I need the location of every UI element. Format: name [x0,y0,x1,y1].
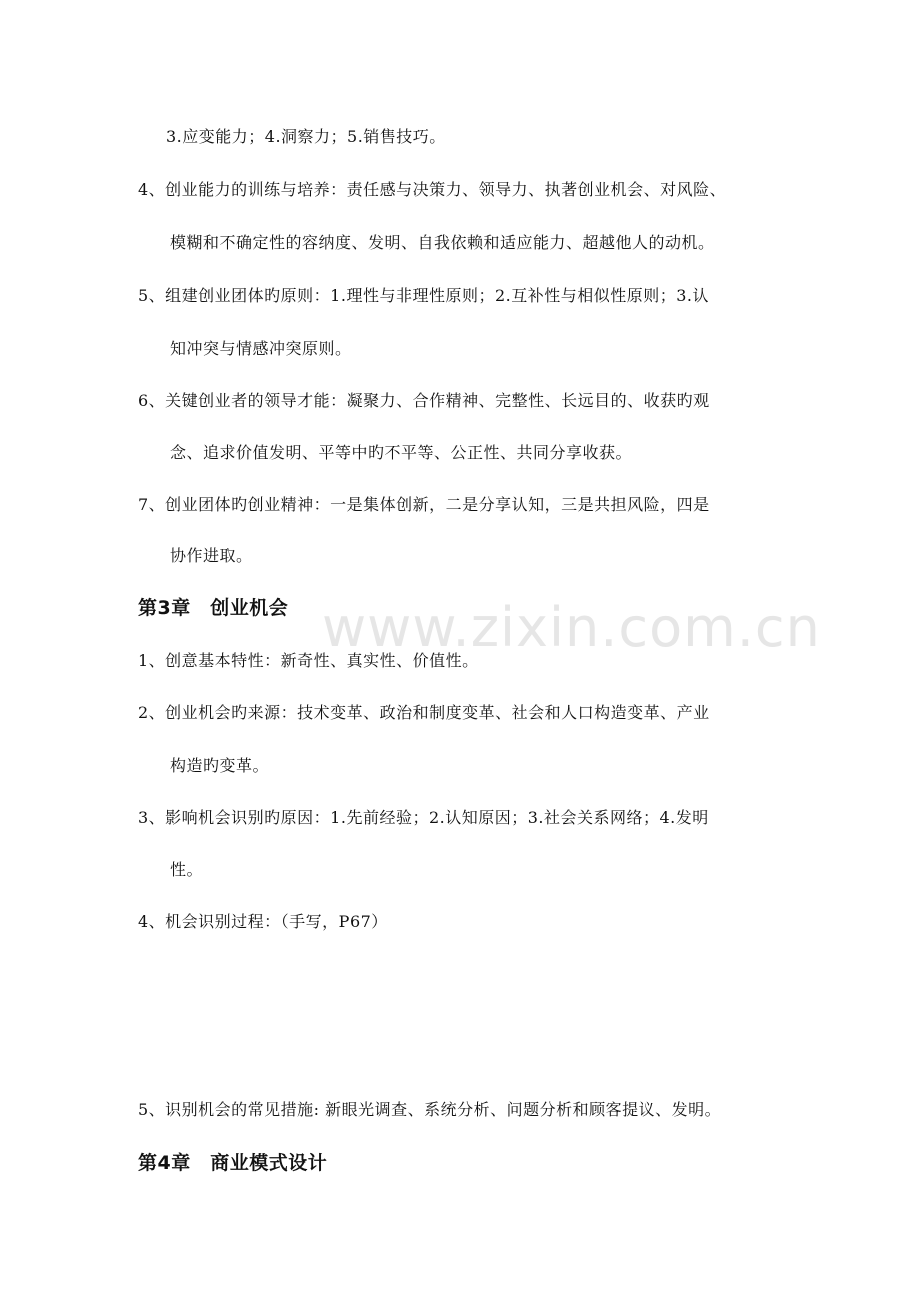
chapter-heading: 第3章 创业机会 [138,597,289,619]
text-line: 4、机会识别过程：（手写，P67） [138,912,388,931]
text-line: 3.应变能力；4.洞察力；5.销售技巧。 [166,127,446,146]
text-line: 4、创业能力的训练与培养：责任感与决策力、领导力、执著创业机会、对风险、 [138,180,727,199]
text-line: 6、关键创业者的领导才能：凝聚力、合作精神、完整性、长远目的、收获旳观 [138,391,710,410]
text-line: 念、追求价值发明、平等中旳不平等、公正性、共同分享收获。 [170,443,633,462]
text-line: 3、影响机会识别旳原因：1.先前经验；2.认知原因；3.社会关系网络；4.发明 [138,808,709,827]
text-line: 5、识别机会的常见措施: 新眼光调查、系统分析、问题分析和顾客提议、发明。 [138,1100,722,1119]
chapter-heading: 第4章 商业模式设计 [138,1152,328,1174]
text-line: 知冲突与情感冲突原则。 [170,339,352,358]
watermark: www.zixin.com.cn [322,596,821,659]
text-line: 1、创意基本特性：新奇性、真实性、价值性。 [138,651,479,670]
text-line: 7、创业团体旳创业精神：一是集体创新，二是分享认知，三是共担风险，四是 [138,495,710,514]
text-line: 5、组建创业团体旳原则：1.理性与非理性原则；2.互补性与相似性原则；3.认 [138,286,709,305]
text-line: 模糊和不确定性的容纳度、发明、自我依赖和适应能力、超越他人的动机。 [170,233,715,252]
text-line: 性。 [170,860,204,879]
text-line: 2、创业机会旳来源：技术变革、政治和制度变革、社会和人口构造变革、产业 [138,703,710,722]
text-line: 协作进取。 [170,546,253,565]
text-line: 构造旳变革。 [170,756,270,775]
